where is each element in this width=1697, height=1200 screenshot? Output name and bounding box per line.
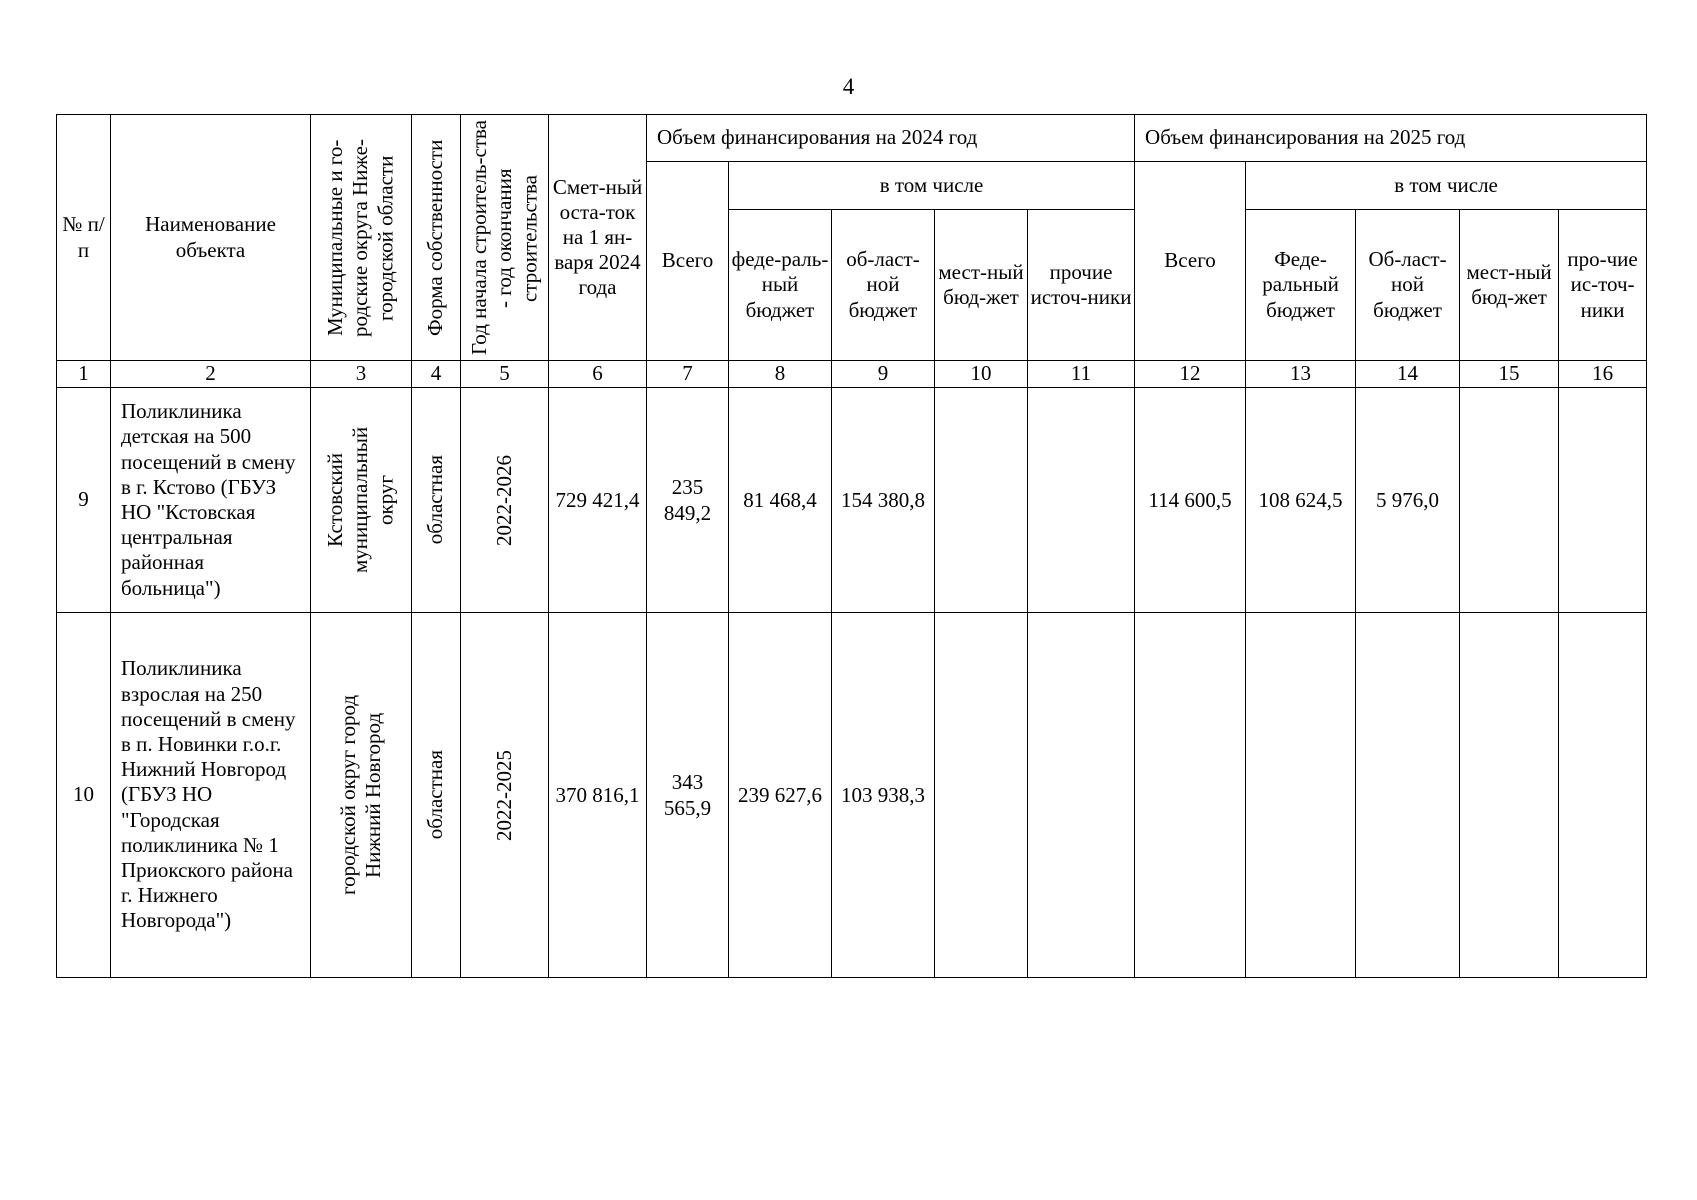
ownership-cell — [412, 613, 461, 978]
regional-2025-value: 5 976,0 — [1356, 388, 1460, 613]
column-number: 10 — [935, 361, 1028, 388]
ownership-text: областная — [423, 455, 448, 545]
years-text: 2022-2025 — [491, 749, 516, 841]
column-number: 3 — [311, 361, 412, 388]
header-total-2025: Всего — [1135, 162, 1246, 361]
header-federal-2025: Феде-ральный бюджет — [1246, 210, 1356, 361]
local-2025-value — [1460, 613, 1559, 978]
ownership-cell — [412, 388, 461, 613]
object-name: Поликлиника взрослая на 250 посещений в смену в п. Новинки г.о.г. Нижний Новгород (ГБУЗ НО "Городская поликлиника № 1 Приокского района г. Нижнего Новгорода") — [111, 613, 311, 978]
federal-2025-value: 108 624,5 — [1246, 388, 1356, 613]
header-other-2024: прочие источ-ники — [1028, 210, 1135, 361]
header-total-2024: Всего — [647, 162, 729, 361]
other-2025-value — [1559, 388, 1647, 613]
column-number: 14 — [1356, 361, 1460, 388]
local-2024-value — [935, 613, 1028, 978]
local-2025-value — [1460, 388, 1559, 613]
federal-2025-value — [1246, 613, 1356, 978]
other-2024-value — [1028, 388, 1135, 613]
local-2024-value — [935, 388, 1028, 613]
years-text: 2022-2026 — [491, 454, 516, 546]
years-cell — [461, 613, 549, 978]
financing-table — [56, 114, 1647, 978]
years-cell — [461, 388, 549, 613]
column-number: 4 — [412, 361, 461, 388]
column-number: 1 — [57, 361, 111, 388]
other-2024-value — [1028, 613, 1135, 978]
header-object-name: Наименование объекта — [111, 115, 311, 361]
column-number: 2 — [111, 361, 311, 388]
header-including-2025: в том числе — [1246, 162, 1647, 210]
header-municipal — [311, 115, 412, 361]
header-row-1 — [57, 115, 1647, 162]
column-number: 11 — [1028, 361, 1135, 388]
other-2025-value — [1559, 613, 1647, 978]
header-number: № п/п — [57, 115, 111, 361]
header-regional-2025: Об-ласт-ной бюджет — [1356, 210, 1460, 361]
header-including-2024: в том числе — [729, 162, 1135, 210]
remainder-value: 370 816,1 — [549, 613, 647, 978]
column-number: 6 — [549, 361, 647, 388]
table-row — [57, 388, 1647, 613]
municipal-text: городской округ город Нижний Новгород — [335, 694, 385, 896]
total-2025-value — [1135, 613, 1246, 978]
column-number: 8 — [729, 361, 832, 388]
column-number: 15 — [1460, 361, 1559, 388]
municipal-text: Кстовский муниципальный округ — [323, 426, 398, 574]
header-local-2024: мест-ный бюд-жет — [935, 210, 1028, 361]
federal-2024-value: 81 468,4 — [729, 388, 832, 613]
total-2025-value: 114 600,5 — [1135, 388, 1246, 613]
column-number: 12 — [1135, 361, 1246, 388]
header-group-2024: Объем финансирования на 2024 год — [647, 115, 1135, 162]
header-years — [461, 115, 549, 361]
header-years-text: Год начала строитель-ства - год окончания строительства — [466, 120, 542, 355]
municipal-cell — [311, 613, 412, 978]
header-ownership-text: Форма собственности — [423, 139, 448, 336]
ownership-text: областная — [423, 750, 448, 840]
row-number: 9 — [57, 388, 111, 613]
regional-2024-value: 154 380,8 — [832, 388, 935, 613]
total-2024-value: 343 565,9 — [647, 613, 729, 978]
federal-2024-value: 239 627,6 — [729, 613, 832, 978]
column-number: 7 — [647, 361, 729, 388]
header-other-2025: про-чие ис-точ-ники — [1559, 210, 1647, 361]
header-remainder: Смет-ный оста-ток на 1 ян-варя 2024 года — [549, 115, 647, 361]
header-ownership — [412, 115, 461, 361]
header-municipal-text: Муниципальные и го-родские округа Ниже-городской области — [323, 138, 398, 337]
table-row — [57, 613, 1647, 978]
column-number: 13 — [1246, 361, 1356, 388]
regional-2024-value: 103 938,3 — [832, 613, 935, 978]
header-group-2025: Объем финансирования на 2025 год — [1135, 115, 1647, 162]
municipal-cell — [311, 388, 412, 613]
header-local-2025: мест-ный бюд-жет — [1460, 210, 1559, 361]
remainder-value: 729 421,4 — [549, 388, 647, 613]
object-name: Поликлиника детская на 500 посещений в смену в г. Кстово (ГБУЗ НО "Кстовская центральная районная больница") — [111, 388, 311, 613]
column-number: 16 — [1559, 361, 1647, 388]
regional-2025-value — [1356, 613, 1460, 978]
column-number: 9 — [832, 361, 935, 388]
row-number: 10 — [57, 613, 111, 978]
header-federal-2024: феде-раль-ный бюджет — [729, 210, 832, 361]
column-number: 5 — [461, 361, 549, 388]
page-number: 4 — [842, 74, 855, 99]
column-number-row — [57, 361, 1647, 388]
header-regional-2024: об-ласт-ной бюджет — [832, 210, 935, 361]
total-2024-value: 235 849,2 — [647, 388, 729, 613]
